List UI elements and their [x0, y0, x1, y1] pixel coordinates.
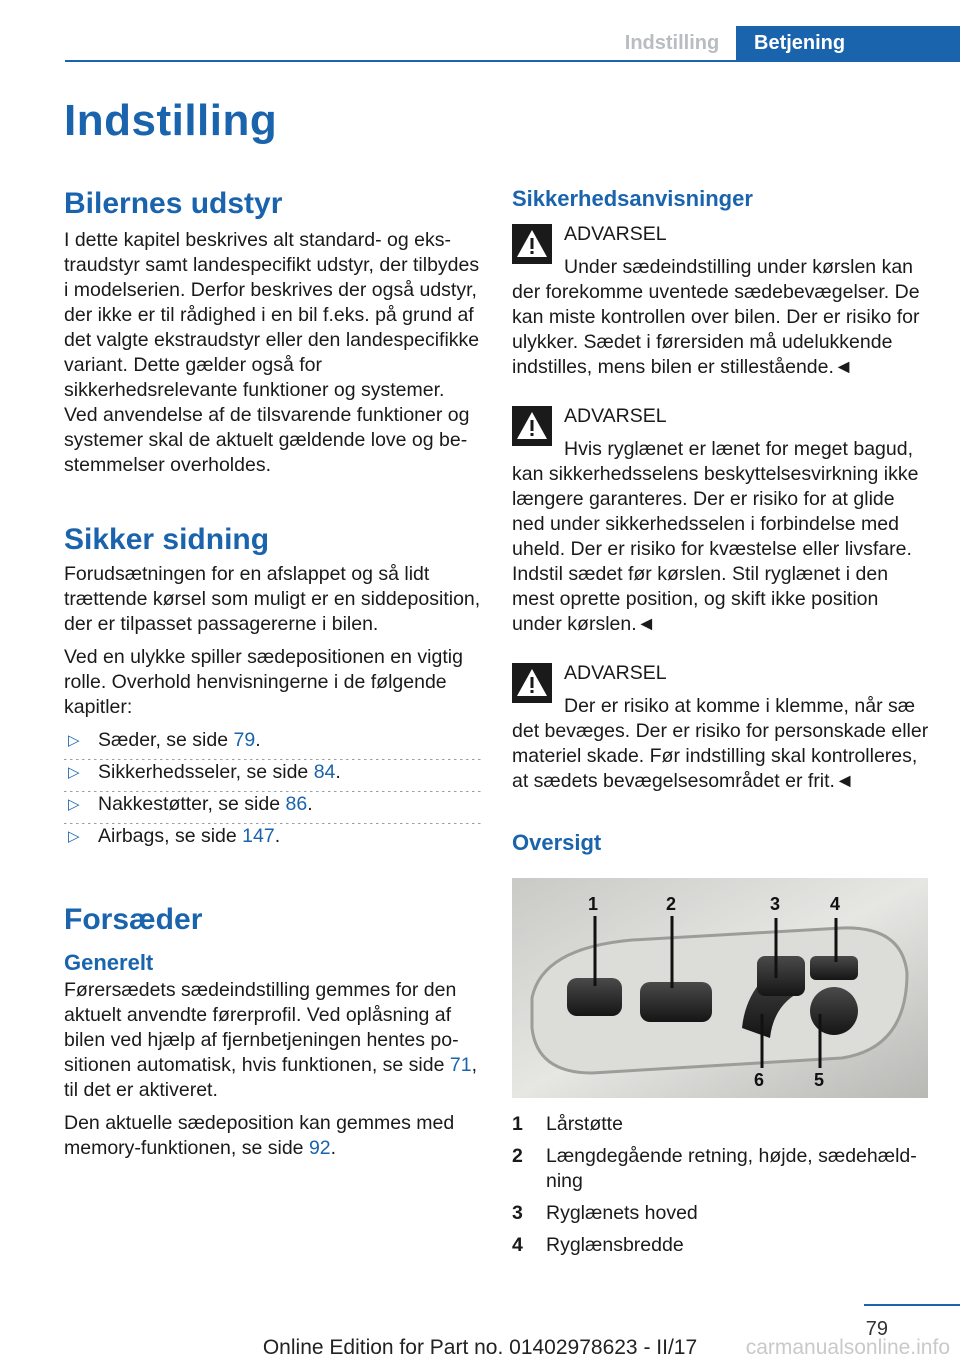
legend-item: 2 Længdegående retning, højde, sædehældning	[512, 1145, 917, 1192]
legend-item: 4 Ryglænsbredde	[512, 1234, 684, 1256]
page-link[interactable]: 71	[449, 1054, 472, 1076]
warning-text-first: Under sædeindstilling under kørslen kan	[564, 256, 914, 278]
warning-text: kan sikkerhedsselens beskyttelsesvirkning ikke længere garanteres. Der er risiko for at glide ned under sikkerhedsselen i forbindelse med uheld. Der er risiko for kvæstelse eller livsfare. Indstil sædet før kørslen. Stil ryglænet i den mest oprette position, og skift ikke position under kørslen.◄	[512, 463, 919, 635]
warning-text-first: Hvis ryglænet er lænet for meget bagud,	[564, 438, 914, 460]
header-rule	[65, 60, 960, 62]
para-seating-2: Ved en ulykke spiller sædepositionen en vigtig rolle. Overhold henvisningerne i de følgende kapitler:	[64, 646, 463, 718]
page-number: 79	[865, 1318, 888, 1340]
watermark: carmanualsonline.info	[745, 1336, 950, 1359]
list-item: ▷ Sikkerhedsseler, se side 84.	[64, 760, 482, 792]
page-link[interactable]: 84	[313, 761, 336, 783]
para-seating-1: Forudsætningen for en afslappet og så lidt trættende kørsel som muligt er en siddeposition, der er tilpasset passagererne i bilen.	[64, 563, 481, 635]
page-link[interactable]: 147	[242, 825, 275, 847]
heading-oversigt: Oversigt	[512, 830, 602, 855]
warning-triangle-icon	[512, 224, 552, 264]
warning-triangle-icon	[512, 406, 552, 446]
subheading-generelt: Generelt	[64, 950, 154, 975]
list-item: ▷ Airbags, se side 147.	[68, 825, 281, 847]
header-tabs	[0, 26, 960, 60]
warning-block	[512, 659, 932, 794]
triangle-bullet-icon: ▷	[68, 796, 80, 813]
photo-legend	[512, 1112, 932, 1258]
list-item: ▷ Nakkestøtter, se side 86.	[64, 792, 482, 824]
warning-label: ADVARSEL	[564, 662, 667, 684]
heading-sikker-sidning: Sikker sidning	[64, 523, 270, 556]
photo-label: 1	[588, 894, 599, 914]
legend-item: 1 Lårstøtte	[512, 1113, 623, 1135]
triangle-bullet-icon: ▷	[68, 828, 80, 845]
para-front-seats-2: Den aktuelle sædeposition kan gemmes med memory-funktionen, se side 92.	[64, 1112, 455, 1159]
photo-label: 6	[754, 1070, 765, 1090]
para-equipment: I dette kapitel beskrives alt standard- og ekstraudstyr samt landespecifikt udstyr, der tilbydes i modelserien. Derfor beskrives der også udstyr, der ikke er til rådighed i en bil f.eks. på grund af det valgte ekstraudstyr eller den landespecifikke variant. Dette gælder også for sikkerhedsrelevante funktioner og systemer. Ved anvendelse af de tilsvarende funktioner og systemer skal de aktuelt gældende love og bestemmelser overholdes.	[64, 229, 480, 476]
page-link[interactable]: 79	[233, 729, 256, 751]
footer-edition: Online Edition for Part no. 01402978623 - II/17	[262, 1336, 698, 1359]
seat-controls-photo	[512, 878, 928, 1098]
heading-forsaeder: Forsæder	[64, 903, 203, 936]
photo-label: 3	[770, 894, 781, 914]
photo-label: 2	[666, 894, 677, 914]
page-link[interactable]: 86	[285, 793, 308, 815]
warning-text: det bevæges. Der er risiko for personskade eller materiel skade. Før indstilling skal kontrolleres, at sædets bevægelsesområdet er frit.◄	[512, 720, 929, 792]
seating-link-list	[64, 728, 482, 856]
left-column	[64, 184, 482, 1161]
heading-bilernes-udstyr: Bilernes udstyr	[64, 187, 283, 220]
warning-label: ADVARSEL	[564, 405, 667, 427]
heading-sikkerhedsanvisninger: Sikkerhedsanvisninger	[512, 186, 753, 211]
legend-item: 3 Ryglænets hoved	[512, 1202, 698, 1224]
chapter-title: Indstilling	[64, 96, 278, 145]
tab-indstilling[interactable]: Indstilling	[624, 32, 720, 54]
para-front-seats-1: Førersædets sædeindstilling gemmes for den aktuelt anvendte førerprofil. Ved oplåsning af bilen ved hjælp af fjernbetjeningen hentes positionen automatisk, hvis funktionen, se side 71, til det er aktiveret.	[64, 979, 478, 1101]
warning-block	[512, 402, 932, 637]
tab-betjening[interactable]: Betjening	[736, 26, 960, 60]
warning-block	[512, 220, 932, 380]
page-number-rule	[864, 1304, 960, 1306]
warning-triangle-icon	[512, 663, 552, 703]
photo-label: 4	[830, 894, 841, 914]
photo-label: 5	[814, 1070, 825, 1090]
list-item: ▷ Sæder, se side 79.	[64, 728, 482, 760]
page-link[interactable]: 92	[308, 1137, 331, 1159]
right-column	[512, 184, 932, 1265]
triangle-bullet-icon: ▷	[68, 764, 80, 781]
warning-text: der forekomme uventede sædebevægelser. De kan miste kontrollen over bilen. Der er risiko for ulykker. Sædet i førersiden må udelukkende indstilles, mens bilen er stillestående.◄	[512, 281, 920, 378]
warning-label: ADVARSEL	[564, 223, 667, 245]
warning-text-first: Der er risiko at komme i klemme, når sæ	[564, 695, 916, 717]
triangle-bullet-icon: ▷	[68, 732, 80, 749]
